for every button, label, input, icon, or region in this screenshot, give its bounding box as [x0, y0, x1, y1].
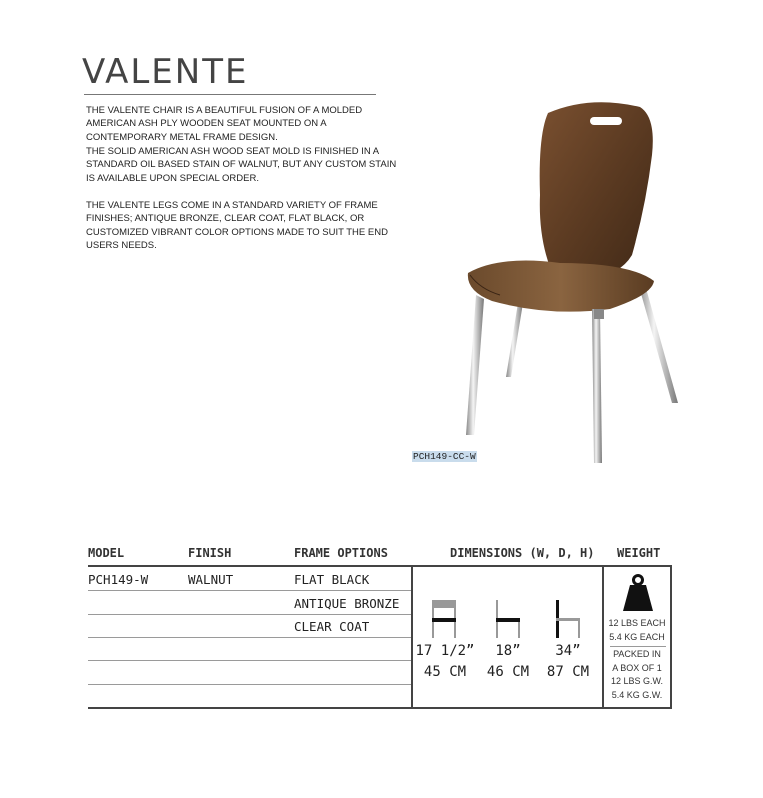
frame-option-1: FLAT BLACK [294, 572, 370, 587]
weight-divider [610, 646, 666, 647]
frame-option-2: ANTIQUE BRONZE [294, 596, 400, 611]
row-divider [88, 660, 412, 661]
row-divider [88, 590, 412, 591]
row-divider [88, 614, 412, 615]
description-paragraph-3: THE VALENTE LEGS COME IN A STANDARD VARIETY OF FRAME FINISHES; ANTIQUE BRONZE, CLEAR COAT, FLAT BLACK, OR CUSTOMIZED VIBRANT COLOR OPTIONS MADE TO SUIT THE END USERS NEEDS. [86, 200, 388, 252]
chair-depth-icon [494, 598, 522, 640]
depth-imperial: 18” [495, 643, 521, 659]
row-divider [88, 637, 412, 638]
chair-photo [440, 95, 700, 465]
frame-option-3: CLEAR COAT [294, 619, 370, 634]
height-imperial: 34” [555, 643, 581, 659]
header-weight: WEIGHT [617, 546, 661, 560]
height-metric: 87 CM [546, 664, 590, 680]
depth-metric: 46 CM [486, 664, 530, 680]
header-finish: FINISH [188, 546, 232, 560]
row-divider [88, 684, 412, 685]
product-title: VALENTE [82, 52, 249, 92]
width-metric: 45 CM [423, 664, 467, 680]
weight-packed: PACKED IN A BOX OF 1 12 LBS G.W. 5.4 KG G.W. [610, 649, 664, 700]
title-divider [84, 94, 376, 95]
description-paragraph-2: THE SOLID AMERICAN ASH WOOD SEAT MOLD IS FINISHED IN A STANDARD OIL BASED STAIN OF WALNUT, BUT ANY CUSTOM STAIN IS AVAILABLE UPON SPECIAL ORDER. [86, 146, 397, 184]
weight-each: 12 LBS EACH 5.4 KG EACH [608, 618, 666, 642]
header-dimensions: DIMENSIONS (W, D, H) [450, 546, 595, 560]
chair-width-icon [430, 598, 458, 640]
table-bottom-rule [88, 707, 672, 709]
width-imperial: 17 1/2” [415, 643, 475, 659]
header-frame-options: FRAME OPTIONS [294, 546, 388, 560]
photo-caption: PCH149-CC-W [413, 451, 476, 462]
weight-icon [622, 574, 654, 612]
model-value: PCH149-W [88, 572, 149, 587]
description-paragraph-1: THE VALENTE CHAIR IS A BEAUTIFUL FUSION OF A MOLDED AMERICAN ASH PLY WOODEN SEAT MOUNTED ON A CONTEMPORARY METAL FRAME DESIGN. [86, 105, 363, 143]
header-model: MODEL [88, 546, 125, 560]
finish-value: WALNUT [188, 572, 234, 587]
chair-height-icon [554, 598, 582, 640]
